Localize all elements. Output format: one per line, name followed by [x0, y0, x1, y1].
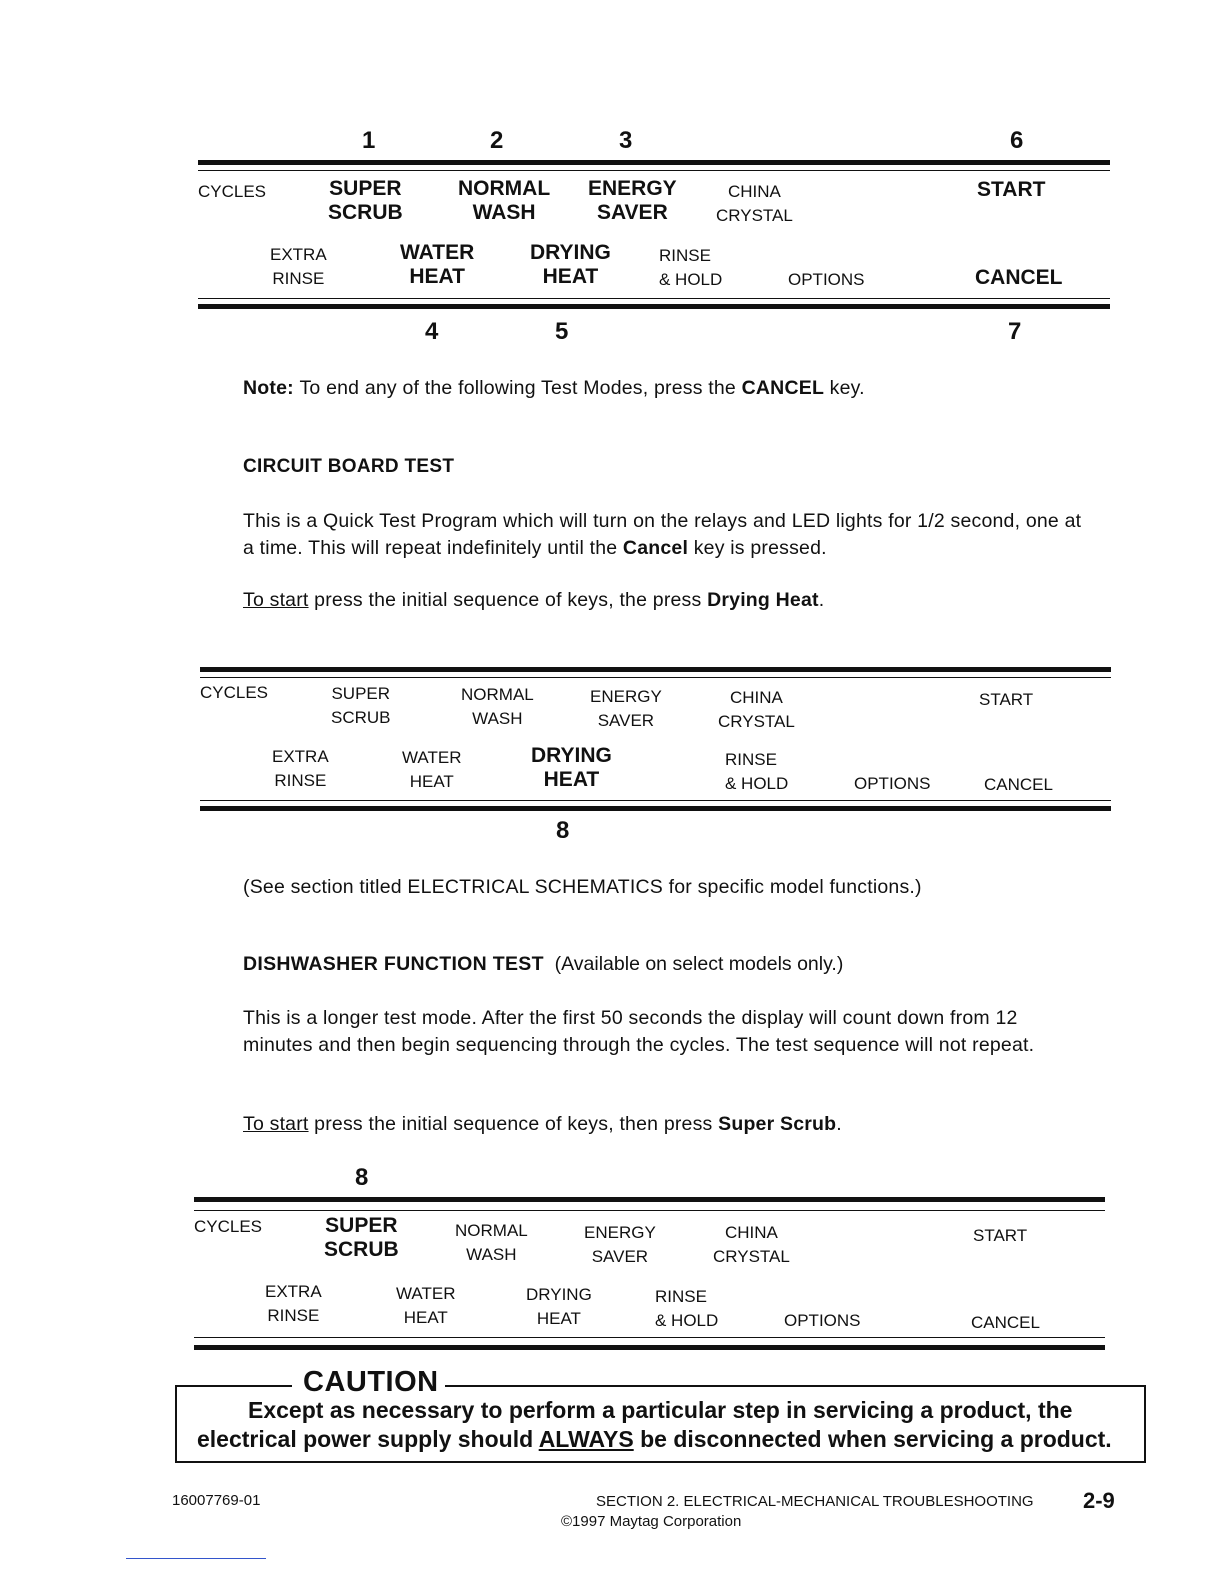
circuit-start-end: . — [818, 589, 825, 611]
circuit-text-a: This is a Quick Test Program which will turn on the relays and LED lights for 1/2 second, one at a time. This will repeat indefinitely until the — [243, 510, 1082, 559]
cancel-key[interactable]: CANCEL — [984, 775, 1053, 794]
section-title: SECTION 2. ELECTRICAL-MECHANICAL TROUBLESHOOTING — [596, 1493, 1034, 1510]
cancel-key[interactable]: CANCEL — [971, 1313, 1040, 1332]
cancel-key[interactable]: CANCEL — [975, 266, 1063, 289]
callout-number-7: 7 — [1008, 318, 1022, 345]
drying-heat-key[interactable]: DRYING HEAT — [526, 1285, 592, 1328]
super-scrub-key-ref: Super Scrub — [718, 1113, 837, 1135]
super-scrub-key[interactable]: SUPER SCRUB — [331, 684, 391, 727]
panel3-bottom-rule — [194, 1345, 1105, 1350]
panel2-bottom-rule — [200, 806, 1111, 811]
panel2-top-rule — [200, 667, 1111, 672]
dishwasher-start-instruction — [243, 1111, 1103, 1138]
china-crystal-key[interactable]: CHINA CRYSTAL — [716, 182, 793, 225]
panel-bottom-rule — [198, 304, 1110, 309]
drying-heat-key-ref: Drying Heat — [707, 589, 819, 611]
callout-number-2: 2 — [490, 127, 504, 154]
panel3-bottom-rule-thin — [194, 1337, 1105, 1338]
circuit-cancel-key-ref: Cancel — [622, 537, 689, 559]
caution-title: CAUTION — [303, 1366, 439, 1398]
cycles-label: CYCLES — [200, 683, 269, 702]
start-key[interactable]: START — [979, 690, 1034, 709]
see-section-note: (See section titled ELECTRICAL SCHEMATICS for specific model functions.) — [243, 876, 922, 898]
panel-top-rule — [198, 160, 1110, 165]
callout-number-8: 8 — [556, 817, 570, 844]
super-scrub-key[interactable]: SUPER SCRUB — [328, 177, 403, 224]
note-paragraph — [243, 375, 1143, 402]
china-crystal-key[interactable]: CHINA CRYSTAL — [713, 1223, 790, 1266]
start-key[interactable]: START — [977, 178, 1046, 201]
panel3-top-rule — [194, 1197, 1105, 1202]
normal-wash-key[interactable]: NORMAL WASH — [461, 685, 534, 728]
caution-line-1: Except as necessary to perform a particular step in servicing a product, the — [248, 1397, 1073, 1423]
water-heat-key[interactable]: WATER HEAT — [402, 748, 462, 791]
to-start-label: To start — [243, 589, 309, 611]
circuit-board-test-heading: CIRCUIT BOARD TEST — [243, 456, 455, 477]
caution-rule-left — [177, 1385, 292, 1387]
callout-number-3: 3 — [619, 127, 633, 154]
dishwasher-test-heading-row — [243, 953, 843, 976]
document-number: 16007769-01 — [172, 1492, 261, 1509]
callout-number-6: 6 — [1010, 127, 1024, 154]
energy-saver-key[interactable]: ENERGY SAVER — [588, 177, 677, 224]
note-text-1: To end any of the following Test Modes, press the — [299, 377, 742, 399]
caution-line-2b: be disconnected when servicing a product. — [633, 1426, 1112, 1452]
to-start-label: To start — [243, 1113, 309, 1135]
dishwasher-test-description: This is a longer test mode. After the first 50 seconds the display will count down from 12 minutes and then begin sequencing through the cycles. The test sequence will not repeat. — [243, 1007, 1035, 1056]
panel-top-rule-thin — [198, 170, 1110, 171]
rinse-hold-key[interactable]: RINSE & HOLD — [725, 750, 789, 793]
caution-line-2a: electrical power supply should — [197, 1426, 539, 1452]
cycles-label: CYCLES — [194, 1217, 263, 1236]
extra-rinse-key[interactable]: EXTRA RINSE — [272, 747, 329, 790]
callout-number-8: 8 — [355, 1164, 369, 1191]
extra-rinse-key[interactable]: EXTRA RINSE — [265, 1282, 322, 1325]
panel2-bottom-rule-thin — [200, 800, 1111, 801]
panel2-top-rule-thin — [200, 677, 1111, 678]
rinse-hold-key[interactable]: RINSE & HOLD — [659, 246, 723, 289]
rinse-hold-key[interactable]: RINSE & HOLD — [655, 1287, 719, 1330]
callout-number-5: 5 — [555, 318, 569, 345]
energy-saver-key[interactable]: ENERGY SAVER — [590, 687, 662, 730]
dishwasher-start-text: press the initial sequence of keys, then press — [308, 1113, 719, 1135]
super-scrub-key[interactable]: SUPER SCRUB — [324, 1214, 399, 1261]
water-heat-key[interactable]: WATER HEAT — [396, 1284, 456, 1327]
availability-note: (Available on select models only.) — [554, 953, 844, 975]
caution-always: ALWAYS — [538, 1426, 634, 1452]
callout-number-4: 4 — [425, 318, 439, 345]
circuit-board-test-description — [243, 508, 1083, 562]
normal-wash-key[interactable]: NORMAL WASH — [455, 1221, 528, 1264]
note-text-2: key. — [824, 377, 865, 399]
drying-heat-key[interactable]: DRYING HEAT — [531, 744, 612, 791]
bottom-edge-line — [126, 1558, 266, 1559]
extra-rinse-key[interactable]: EXTRA RINSE — [270, 245, 327, 288]
start-key[interactable]: START — [973, 1226, 1028, 1245]
energy-saver-key[interactable]: ENERGY SAVER — [584, 1223, 656, 1266]
options-key[interactable]: OPTIONS — [788, 270, 865, 289]
circuit-text-b: key is pressed. — [688, 537, 827, 559]
normal-wash-key[interactable]: NORMAL WASH — [458, 177, 551, 224]
caution-line-2 — [197, 1426, 1112, 1453]
circuit-start-text: press the initial sequence of keys, the press — [308, 589, 708, 611]
panel-bottom-rule-thin — [198, 298, 1110, 299]
note-label: Note: — [243, 377, 294, 399]
callout-number-1: 1 — [362, 127, 376, 154]
options-key[interactable]: OPTIONS — [854, 774, 931, 793]
note-key: CANCEL — [741, 377, 825, 399]
cycles-label: CYCLES — [198, 182, 267, 201]
caution-rule-right — [445, 1385, 1144, 1387]
drying-heat-key[interactable]: DRYING HEAT — [530, 241, 611, 288]
panel3-top-rule-thin — [194, 1210, 1105, 1211]
page-number: 2-9 — [1083, 1488, 1115, 1513]
options-key[interactable]: OPTIONS — [784, 1311, 861, 1330]
copyright: ©1997 Maytag Corporation — [561, 1513, 742, 1530]
circuit-start-instruction — [243, 587, 1103, 614]
dishwasher-function-test-heading: DISHWASHER FUNCTION TEST — [243, 953, 544, 975]
dishwasher-start-end: . — [836, 1113, 842, 1135]
china-crystal-key[interactable]: CHINA CRYSTAL — [718, 688, 795, 731]
water-heat-key[interactable]: WATER HEAT — [400, 241, 475, 288]
